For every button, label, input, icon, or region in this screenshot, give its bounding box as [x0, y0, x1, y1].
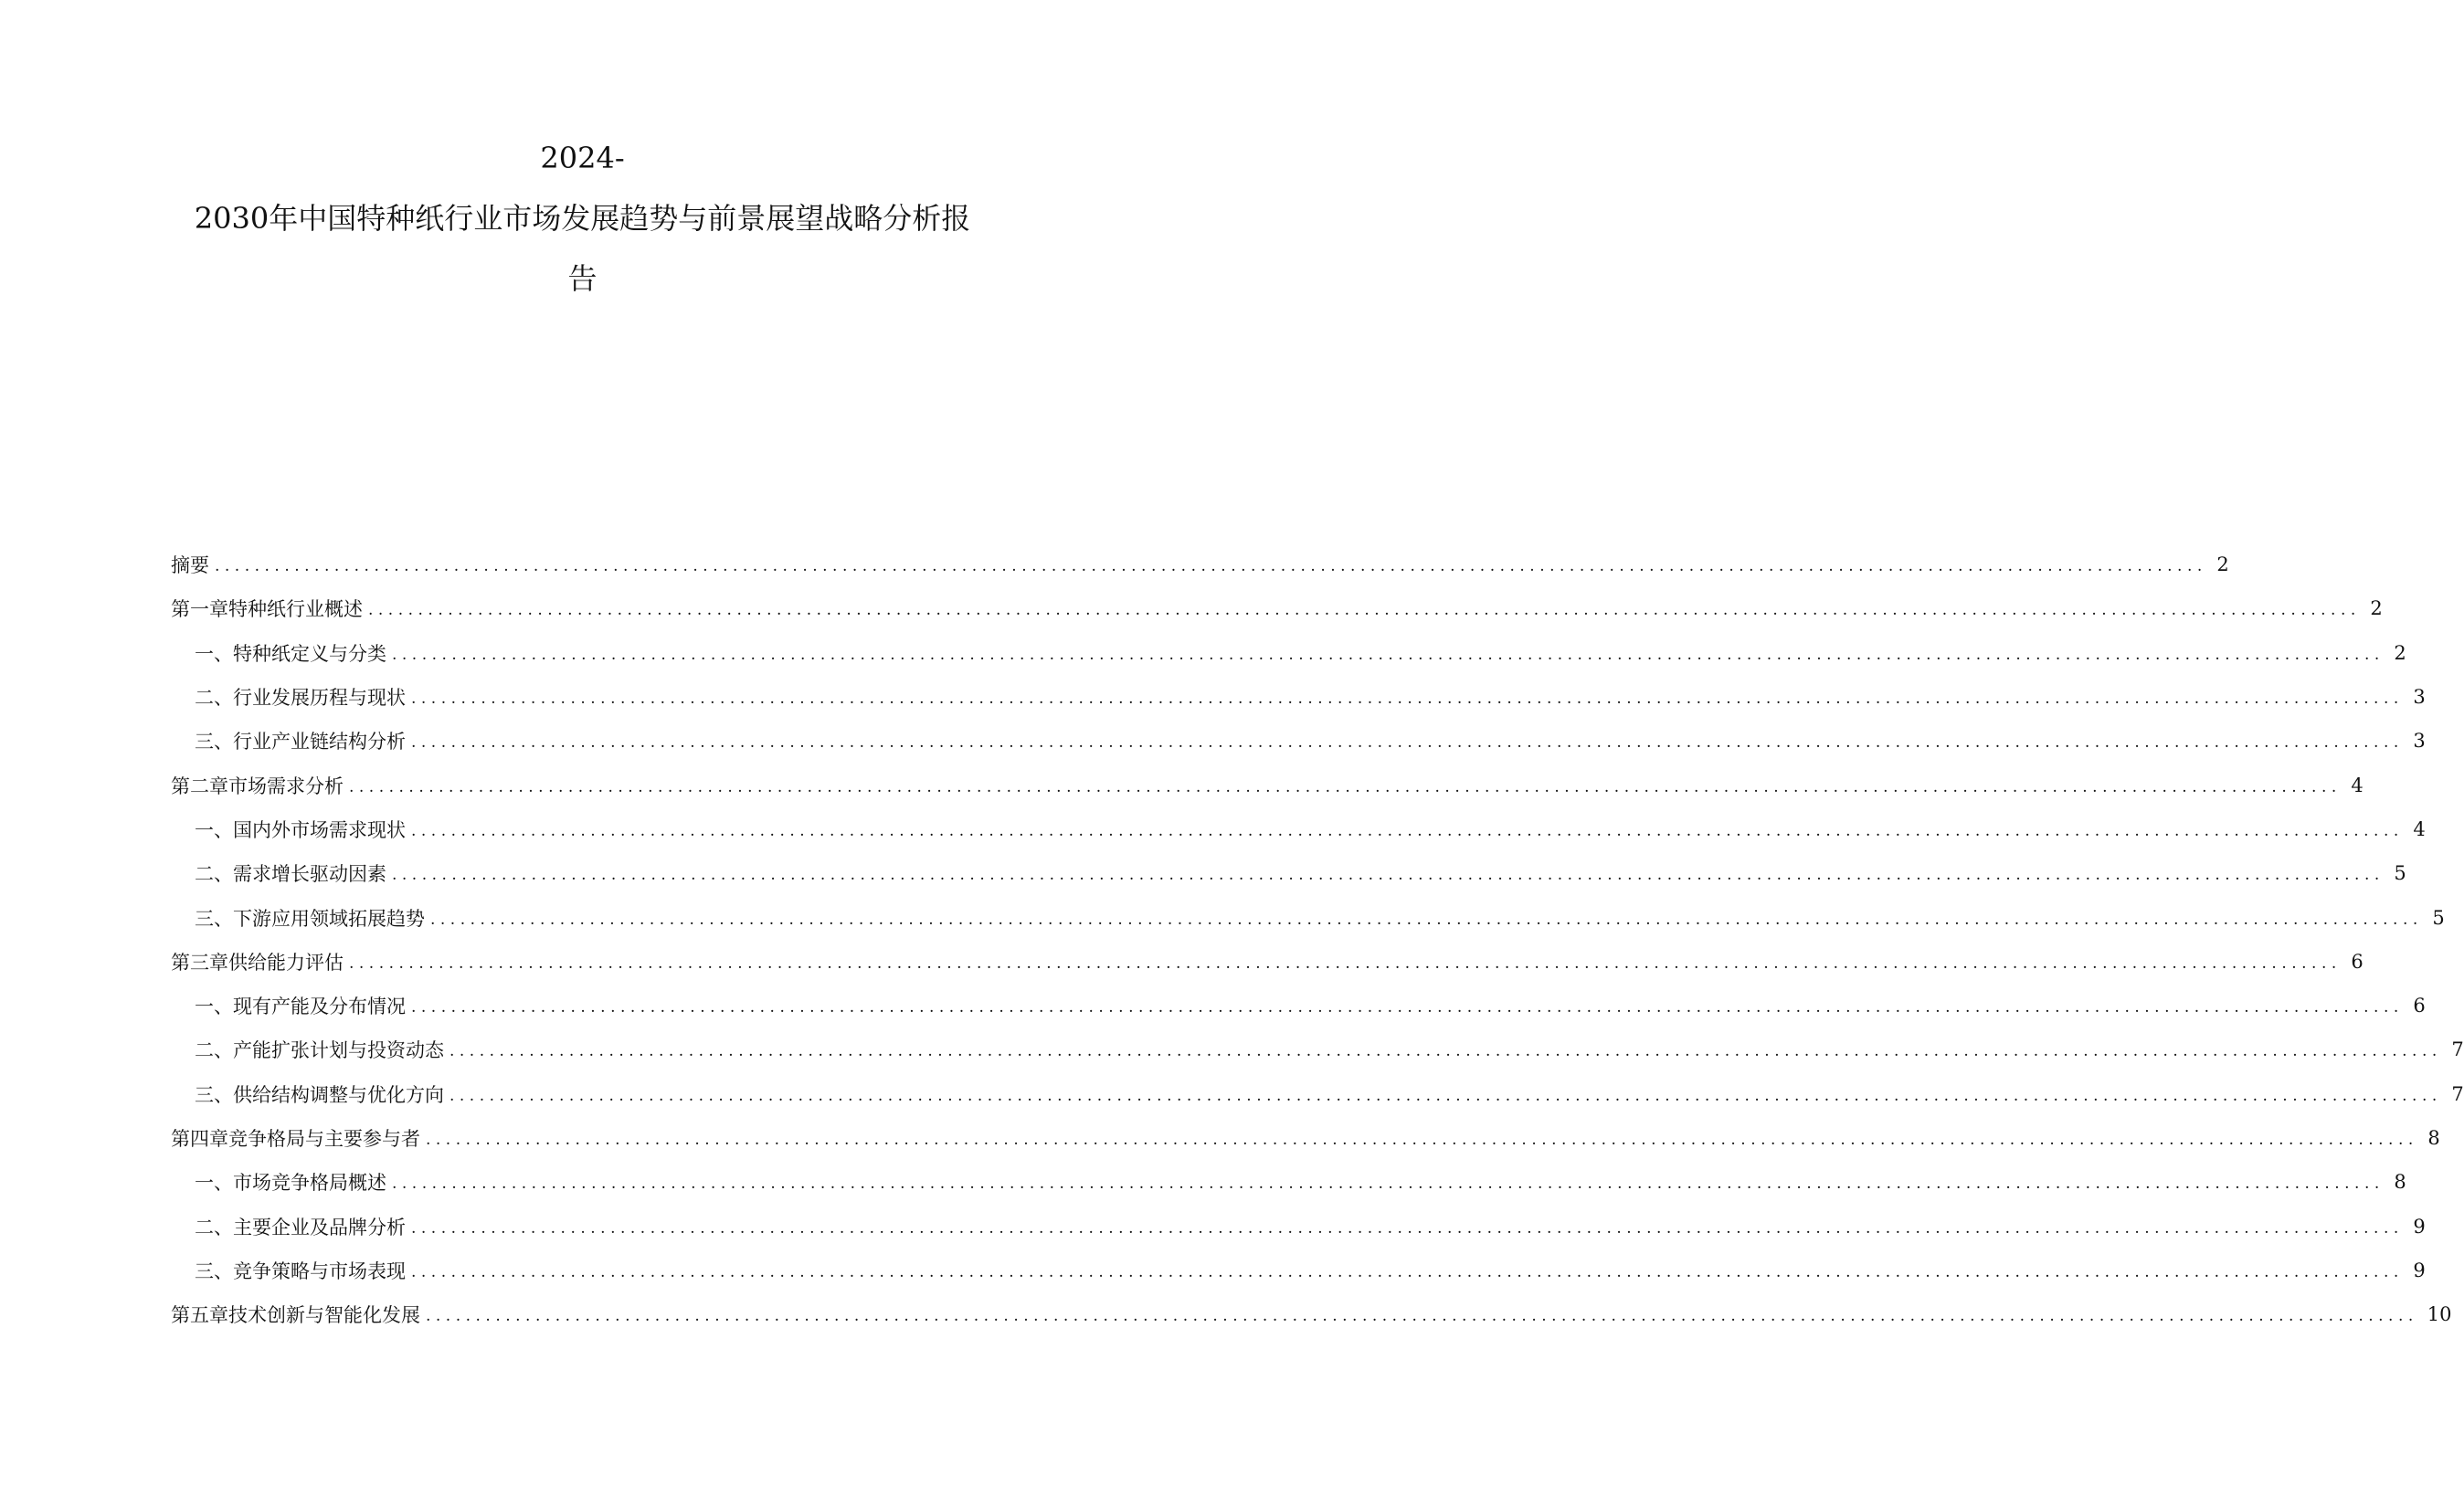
- toc-entry-title: 供给能力评估: [228, 951, 344, 974]
- toc-entry[interactable]: [171, 851, 2406, 895]
- toc-entry[interactable]: [171, 940, 2364, 984]
- toc-page-number: 3: [2413, 686, 2426, 709]
- toc-entry-number: 三、: [195, 907, 233, 930]
- toc-entry-title: 现有产能及分布情况: [233, 996, 406, 1018]
- toc-entry-number: 第二章: [171, 775, 228, 797]
- toc-entry-number: 第五章: [171, 1304, 228, 1327]
- toc-entry-title: 技术创新与智能化发展: [228, 1304, 420, 1327]
- toc-dot-leader: ........................................................................................................................................................................................................: [411, 998, 2404, 1017]
- toc-dot-leader: ........................................................................................................................................................................................................: [349, 954, 2342, 973]
- toc-dot-leader: ........................................................................................................................................................................................................: [368, 601, 2361, 620]
- toc-page-number: 9: [2413, 1259, 2426, 1281]
- toc-page-number: 3: [2413, 730, 2426, 753]
- toc-entry[interactable]: [171, 1292, 2452, 1336]
- toc-page-number: 7: [2451, 1082, 2464, 1105]
- toc-entry-title: 市场竞争格局概述: [233, 1172, 386, 1195]
- toc-entry-title: 国内外市场需求现状: [233, 818, 406, 841]
- toc-entry-number: 第四章: [171, 1128, 228, 1150]
- toc-dot-leader: ........................................................................................................................................................................................................: [449, 1042, 2442, 1061]
- toc-entry-number: 一、: [195, 818, 233, 841]
- toc-entry[interactable]: [171, 1160, 2406, 1204]
- toc-entry-title: 竞争格局与主要参与者: [228, 1128, 420, 1150]
- toc-entry-title: 需求增长驱动因素: [233, 863, 386, 886]
- toc-page-number: 4: [2413, 817, 2426, 840]
- toc-page-number: 5: [2432, 906, 2445, 929]
- toc-page-number: 4: [2351, 774, 2364, 796]
- toc-dot-leader: ........................................................................................................................................................................................................: [392, 1175, 2385, 1194]
- toc-entry-title: 下游应用领域拓展趋势: [233, 907, 425, 930]
- toc-page-number: 2: [2370, 597, 2383, 620]
- toc-entry-title: 主要企业及品牌分析: [233, 1216, 406, 1238]
- toc-entry[interactable]: [171, 1028, 2464, 1071]
- toc-entry[interactable]: [171, 984, 2426, 1028]
- toc-entry-title: 特种纸行业概述: [228, 598, 363, 621]
- toc-entry[interactable]: [171, 543, 2229, 586]
- toc-entry[interactable]: [171, 586, 2383, 630]
- table-of-contents: [171, 543, 2464, 1336]
- toc-dot-leader: ........................................................................................................................................................................................................: [215, 557, 2207, 576]
- toc-entry-title: 行业产业链结构分析: [233, 731, 406, 754]
- toc-entry[interactable]: [171, 807, 2426, 851]
- toc-entry-title: 行业发展历程与现状: [233, 687, 406, 710]
- toc-page-number: 9: [2413, 1215, 2426, 1238]
- toc-page-number: 6: [2413, 995, 2426, 1017]
- toc-dot-leader: ........................................................................................................................................................................................................: [411, 690, 2404, 709]
- toc-dot-leader: ........................................................................................................................................................................................................: [449, 1086, 2442, 1105]
- toc-dot-leader: ........................................................................................................................................................................................................: [426, 1131, 2418, 1149]
- toc-dot-leader: ........................................................................................................................................................................................................: [349, 777, 2342, 796]
- toc-page-number: 8: [2427, 1127, 2440, 1149]
- toc-entry-number: 三、: [195, 731, 233, 754]
- title-line-2: 2030年中国特种纸行业市场发展趋势与前景展望战略分析报: [194, 201, 971, 236]
- toc-entry-number: 三、: [195, 1083, 233, 1106]
- toc-page-number: 7: [2451, 1038, 2464, 1061]
- toc-entry-number: 第三章: [171, 951, 228, 974]
- toc-entry-number: 一、: [195, 642, 233, 665]
- toc-entry-number: 二、: [195, 1039, 233, 1062]
- toc-page-number: 10: [2427, 1303, 2452, 1326]
- toc-entry[interactable]: [171, 719, 2426, 763]
- toc-entry-title: 特种纸定义与分类: [233, 642, 386, 665]
- toc-entry-title: 供给结构调整与优化方向: [233, 1083, 444, 1106]
- toc-entry-number: 第一章: [171, 598, 228, 621]
- toc-dot-leader: ........................................................................................................................................................................................................: [430, 910, 2423, 929]
- toc-dot-leader: ........................................................................................................................................................................................................: [411, 1262, 2404, 1281]
- toc-entry[interactable]: [171, 763, 2364, 806]
- toc-dot-leader: ........................................................................................................................................................................................................: [392, 645, 2385, 664]
- toc-entry-title: 竞争策略与市场表现: [233, 1259, 406, 1282]
- document-title: [137, 128, 1028, 309]
- toc-entry[interactable]: [171, 675, 2426, 719]
- toc-entry-title: 产能扩张计划与投资动态: [233, 1039, 444, 1062]
- toc-dot-leader: ........................................................................................................................................................................................................: [392, 866, 2385, 885]
- toc-entry-number: 一、: [195, 1172, 233, 1195]
- toc-entry-number: 二、: [195, 863, 233, 886]
- title-line-1: 2024-: [540, 141, 625, 175]
- toc-page-number: 6: [2351, 950, 2364, 973]
- toc-entry[interactable]: [171, 631, 2406, 675]
- toc-page-number: 5: [2394, 862, 2406, 885]
- title-line-3: 告: [567, 261, 597, 296]
- toc-entry[interactable]: [171, 1204, 2426, 1248]
- toc-page-number: 2: [2216, 553, 2229, 576]
- toc-page-number: 2: [2394, 641, 2406, 664]
- toc-dot-leader: ........................................................................................................................................................................................................: [426, 1307, 2418, 1326]
- toc-entry-number: 三、: [195, 1259, 233, 1282]
- toc-dot-leader: ........................................................................................................................................................................................................: [411, 821, 2404, 840]
- toc-page-number: 8: [2394, 1171, 2406, 1194]
- toc-entry-number: 二、: [195, 687, 233, 710]
- toc-entry-number: 二、: [195, 1216, 233, 1238]
- toc-entry-title: 市场需求分析: [228, 775, 344, 797]
- toc-entry[interactable]: [171, 1072, 2464, 1116]
- toc-dot-leader: ........................................................................................................................................................................................................: [411, 1218, 2404, 1238]
- toc-entry-number: 一、: [195, 996, 233, 1018]
- toc-entry[interactable]: [171, 895, 2445, 939]
- toc-entry[interactable]: [171, 1249, 2426, 1292]
- toc-entry-title: 摘要: [171, 554, 209, 577]
- toc-entry[interactable]: [171, 1116, 2440, 1160]
- toc-dot-leader: ........................................................................................................................................................................................................: [411, 733, 2404, 753]
